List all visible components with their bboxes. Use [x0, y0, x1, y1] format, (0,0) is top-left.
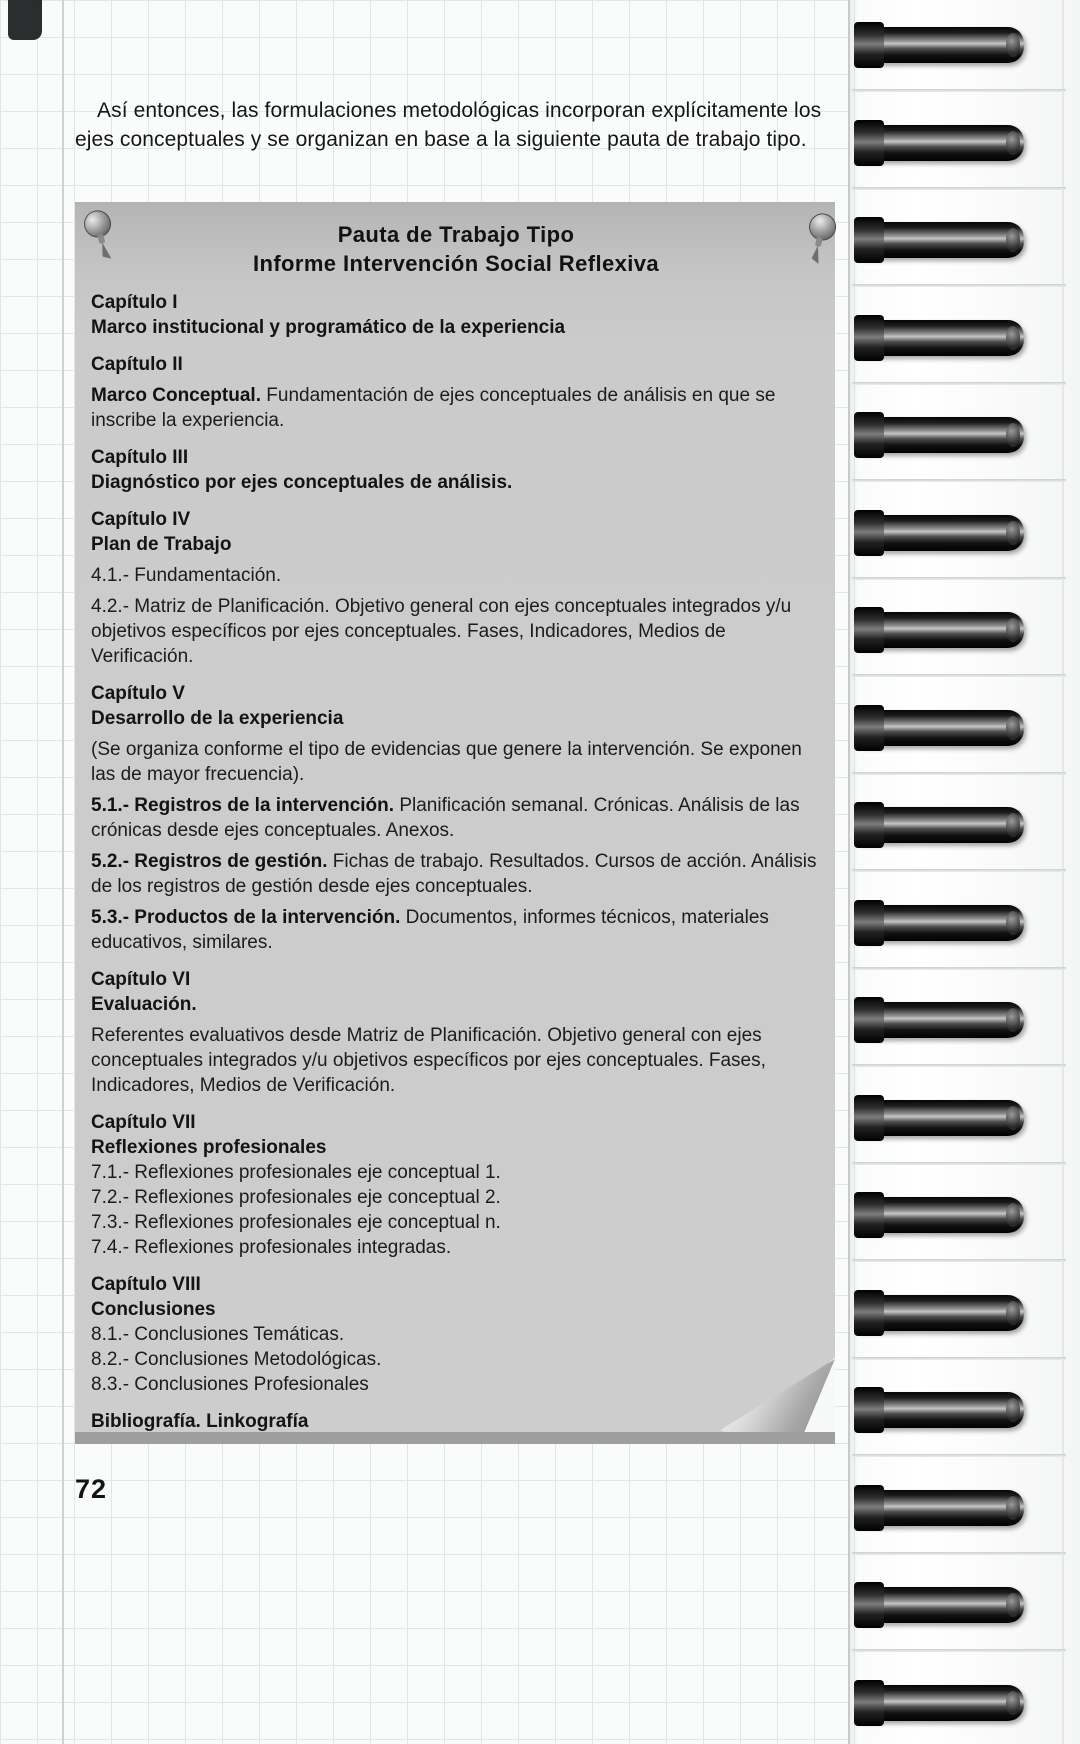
- note-section: [91, 352, 821, 433]
- section-paragraph: 8.3.- Conclusiones Profesionales: [91, 1374, 369, 1395]
- binding-divider: [852, 967, 1066, 970]
- binding-divider: [852, 1259, 1066, 1262]
- section-heading: Capítulo VIII: [91, 1274, 201, 1295]
- spiral-ring-icon: [856, 905, 1024, 941]
- binding-divider: [852, 1552, 1066, 1555]
- page-number: 72: [75, 1474, 108, 1504]
- binding-divider: [852, 869, 1066, 872]
- binding-divider: [852, 1162, 1066, 1165]
- note-card: [75, 202, 835, 1444]
- spiral-ring-icon: [856, 1100, 1024, 1136]
- note-section: [91, 1110, 821, 1260]
- paragraph-bold-lead: 5.3.- Productos de la intervención.: [91, 907, 401, 928]
- section-paragraph: 7.2.- Reflexiones profesionales eje conceptual 2.: [91, 1187, 501, 1208]
- note-section: [91, 445, 821, 495]
- binding-divider: [852, 1454, 1066, 1457]
- section-heading: Capítulo I: [91, 292, 178, 313]
- spiral-ring-icon: [856, 222, 1024, 258]
- page-curl: [717, 1356, 835, 1432]
- section-heading: Conclusiones: [91, 1299, 216, 1320]
- paragraph-bold-lead: Marco Conceptual.: [91, 385, 261, 406]
- binding-divider: [852, 772, 1066, 775]
- section-paragraph: (Se organiza conforme el tipo de evidencias que genere la intervención. Se exponen las de mayor frecuencia).: [91, 739, 802, 785]
- note-section: [91, 1272, 821, 1397]
- spiral-ring-icon: [856, 807, 1024, 843]
- spiral-ring-icon: [856, 27, 1024, 63]
- spiral-ring-icon: [856, 320, 1024, 356]
- section-heading: Plan de Trabajo: [91, 534, 232, 555]
- section-heading: Capítulo VI: [91, 969, 191, 990]
- section-heading: Capítulo III: [91, 447, 189, 468]
- spiral-ring-icon: [856, 1490, 1024, 1526]
- section-paragraph: 5.1.- Registros de la intervención. Planificación semanal. Crónicas. Análisis de las crónicas desde ejes conceptuales. Anexos.: [91, 795, 800, 841]
- spiral-ring-icon: [856, 1587, 1024, 1623]
- binding-divider: [852, 382, 1066, 385]
- spiral-ring-icon: [856, 1197, 1024, 1233]
- section-paragraph: 7.3.- Reflexiones profesionales eje conceptual n.: [91, 1212, 501, 1233]
- binding-divider: [852, 479, 1066, 482]
- spiral-ring-icon: [856, 125, 1024, 161]
- spiral-ring-icon: [856, 1392, 1024, 1428]
- intro-paragraph: Así entonces, las formulaciones metodológicas incorporan explícitamente los ejes conceptuales y se organizan en base a la siguiente pauta de trabajo tipo.: [75, 99, 822, 151]
- section-heading: Capítulo IV: [91, 509, 191, 530]
- section-paragraph: 7.4.- Reflexiones profesionales integradas.: [91, 1237, 452, 1258]
- section-heading: Desarrollo de la experiencia: [91, 708, 344, 729]
- note-section: [91, 507, 821, 669]
- spiral-ring-icon: [856, 710, 1024, 746]
- section-heading: Marco institucional y programático de la experiencia: [91, 317, 566, 338]
- binding-divider: [852, 1649, 1066, 1652]
- binding-divider: [852, 284, 1066, 287]
- binding-divider: [852, 89, 1066, 92]
- section-paragraph: 8.1.- Conclusiones Temáticas.: [91, 1324, 345, 1345]
- note-section: [91, 290, 821, 340]
- spiral-ring-icon: [856, 515, 1024, 551]
- binding-divider: [852, 1357, 1066, 1360]
- binding-divider: [852, 674, 1066, 677]
- binding-divider: [852, 577, 1066, 580]
- section-heading: Diagnóstico por ejes conceptuales de análisis.: [91, 472, 513, 493]
- spiral-ring-icon: [856, 1002, 1024, 1038]
- section-paragraph: Marco Conceptual. Fundamentación de ejes conceptuales de análisis en que se inscribe la experiencia.: [91, 385, 776, 431]
- note-title-line1: Pauta de Trabajo Tipo: [337, 222, 575, 247]
- note-title-line2: Informe Intervención Social Reflexiva: [252, 251, 660, 276]
- section-paragraph: Referentes evaluativos desde Matriz de Planificación. Objetivo general con ejes conceptuales integrados y/u objetivos específicos por ejes conceptuales. Fases, Indicadores, Medios de Verificación.: [91, 1025, 766, 1096]
- note-section: [91, 1409, 821, 1434]
- section-heading: Reflexiones profesionales: [91, 1137, 327, 1158]
- section-paragraph: 7.1.- Reflexiones profesionales eje conceptual 1.: [91, 1162, 501, 1183]
- margin-line: [62, 0, 64, 1744]
- spiral-ring-icon: [856, 612, 1024, 648]
- binding-divider: [852, 1064, 1066, 1067]
- corner-mark: [8, 0, 42, 40]
- section-heading: Capítulo V: [91, 683, 185, 704]
- section-paragraph: 5.3.- Productos de la intervención. Documentos, informes técnicos, materiales educativos, similares.: [91, 907, 769, 953]
- section-paragraph: 4.1.- Fundamentación.: [91, 565, 282, 586]
- note-section: [91, 681, 821, 955]
- paragraph-bold-lead: 5.2.- Registros de gestión.: [91, 851, 328, 872]
- section-paragraph: 8.2.- Conclusiones Metodológicas.: [91, 1349, 382, 1370]
- page-edge-line: [848, 0, 850, 1744]
- spiral-ring-icon: [856, 1295, 1024, 1331]
- section-paragraph: 5.2.- Registros de gestión. Fichas de trabajo. Resultados. Cursos de acción. Análisis de los registros de gestión desde ejes conceptuales.: [91, 851, 817, 897]
- section-paragraph: 4.2.- Matriz de Planificación. Objetivo general con ejes conceptuales integrados y/u objetivos específicos por ejes conceptuales. Fases, Indicadores, Medios de Verificación.: [91, 596, 792, 667]
- note-sections: [91, 290, 821, 1434]
- binding-divider: [852, 187, 1066, 190]
- spiral-ring-icon: [856, 1685, 1024, 1721]
- note-section: [91, 967, 821, 1098]
- section-heading: Bibliografía. Linkografía: [91, 1411, 309, 1432]
- section-heading: Capítulo VII: [91, 1112, 196, 1133]
- spiral-ring-icon: [856, 417, 1024, 453]
- paragraph-bold-lead: 5.1.- Registros de la intervención.: [91, 795, 395, 816]
- page-edge-line: [1062, 0, 1064, 1744]
- spiral-binding: [848, 0, 1080, 1744]
- section-heading: Capítulo II: [91, 354, 183, 375]
- section-heading: Evaluación.: [91, 994, 197, 1015]
